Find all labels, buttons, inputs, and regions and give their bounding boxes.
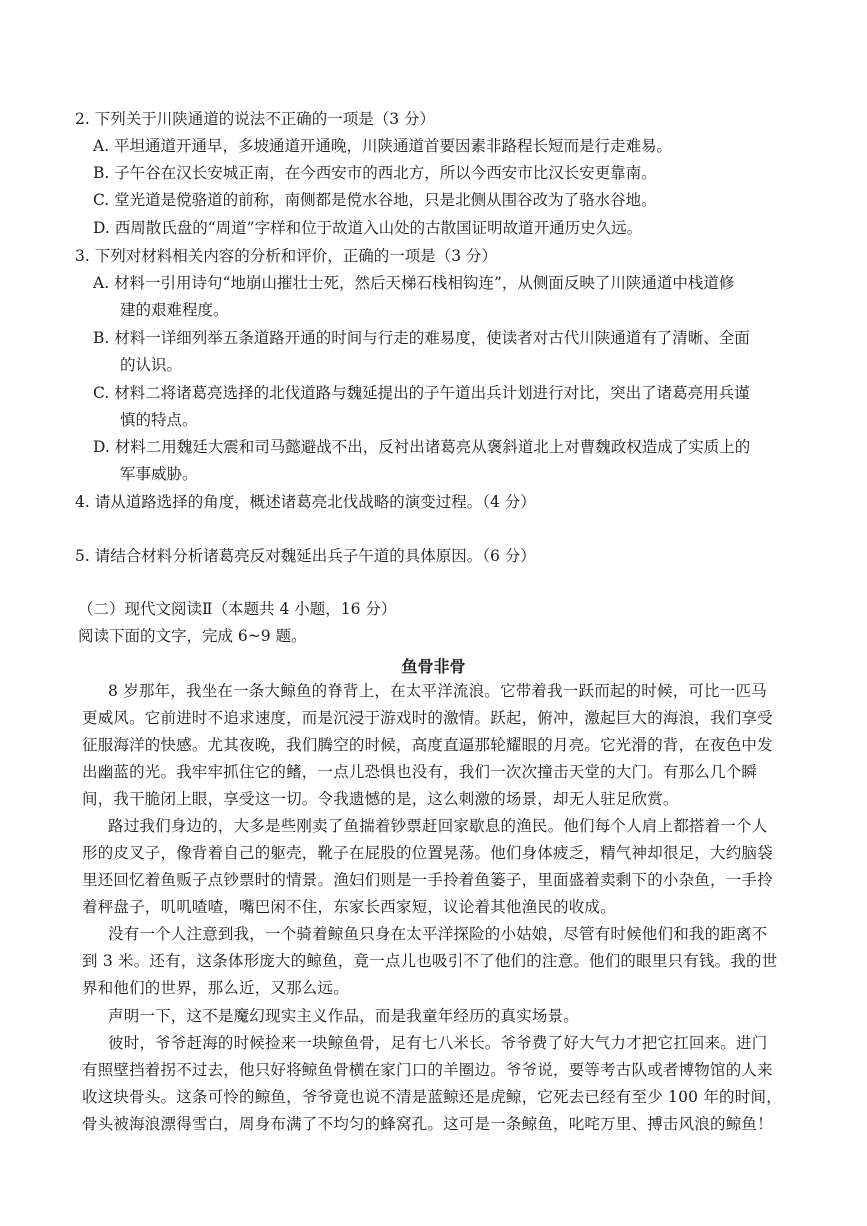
passage-line: 征服海洋的快感。尤其夜晚，我们腾空的时候，高度直逼那轮耀眼的月亮。它光滑的背，在夜色中发	[82, 736, 773, 754]
section-instruction: 阅读下面的文字，完成 6~9 题。	[78, 627, 307, 645]
question-3-option-b-line1: B. 材料一详细列举五条道路开通的时间与行走的难易度，使读者对古代川陕通道有了清晰、全面	[93, 329, 750, 347]
question-3-option-a-line1: A. 材料一引用诗句“地崩山摧壮士死，然后天梯石栈相钩连”，从侧面反映了川陕通道中栈道修	[93, 274, 735, 292]
question-3-option-d-line1: D. 材料二用魏廷大震和司马懿避战不出，反衬出诸葛亮从褒斜道北上对曹魏政权造成了实质上的	[93, 438, 751, 456]
passage-line: 没有一个人注意到我，一个骑着鲸鱼只身在太平洋探险的小姑娘，尽管有时候他们和我的距离不	[108, 925, 768, 943]
question-2-option-a: A. 平坦通道开通早，多坡通道开通晚，川陕通道首要因素非路程长短而是行走难易。	[93, 137, 673, 155]
passage-line: 声明一下，这不是魔幻现实主义作品，而是我童年经历的真实场景。	[108, 1007, 580, 1025]
passage-line: 出幽蓝的光。我牢牢抓住它的鳍，一点儿恐惧也没有，我们一次次撞击天堂的大门。有那么几个瞬	[82, 763, 758, 781]
question-3-option-c-line2: 慎的特点。	[120, 411, 198, 429]
question-2-option-b: B. 子午谷在汉长安城正南，在今西安市的西北方，所以今西安市比汉长安更靠南。	[93, 164, 657, 182]
passage-line: 着秤盘子，叽叽喳喳，嘴巴闲不住，东家长西家短，议论着其他渔民的收成。	[82, 898, 616, 916]
passage-line: 路过我们身边的，大多是些刚卖了鱼揣着钞票赶回家歇息的渔民。他们每个人肩上都搭着一个人	[108, 817, 768, 835]
question-3-option-c-line1: C. 材料二将诸葛亮选择的北伐道路与魏延提出的子午道出兵计划进行对比，突出了诸葛亮用兵谨	[93, 384, 750, 402]
question-3-stem: 3. 下列对材料相关内容的分析和评价，正确的一项是（3 分）	[75, 247, 498, 265]
passage-title: 鱼骨非骨	[401, 657, 466, 676]
passage-line: 间，我干脆闭上眼，享受这一切。令我遗憾的是，这么刺激的场景，却无人驻足欣赏。	[82, 790, 679, 808]
question-3-option-d-line2: 军事威胁。	[120, 465, 198, 483]
question-2-option-c: C. 堂光道是傥骆道的前称，南侧都是傥水谷地，只是北侧从围谷改为了骆水谷地。	[93, 191, 657, 209]
question-2-stem: 2. 下列关于川陕通道的说法不正确的一项是（3 分）	[75, 110, 436, 128]
passage-line: 界和他们的世界，那么近，又那么远。	[82, 979, 349, 997]
question-2-option-d: D. 西周散氏盘的“周道”字样和位于故道入山处的古散国证明故道开通历史久远。	[93, 219, 643, 237]
passage-line: 收这块骨头。这条可怜的鲸鱼，爷爷竟也说不清是蓝鲸还是虎鲸，它死去已经有至少 100 年的时间，	[82, 1088, 782, 1106]
question-4: 4. 请从道路选择的角度，概述诸葛亮北伐战略的演变过程。（4 分）	[75, 493, 536, 511]
question-3-option-b-line2: 的认识。	[120, 356, 183, 374]
passage-line: 里还回忆着鱼贩子点钞票时的情景。渔妇们则是一手拎着鱼篓子，里面盛着卖剩下的小杂鱼，一手拎	[82, 871, 773, 889]
passage-line: 8 岁那年，我坐在一条大鲸鱼的脊背上，在太平洋流浪。它带着我一跃而起的时候，可比一匹马	[108, 682, 767, 700]
passage-line: 到 3 米。还有，这条体形庞大的鲸鱼，竟一点儿也吸引不了他们的注意。他们的眼里只有钱。我的世	[82, 952, 778, 970]
passage-line: 有照壁挡着拐不过去，他只好将鲸鱼骨横在家门口的羊圈边。爷爷说，要等考古队或者博物馆的人来	[82, 1061, 773, 1079]
section-heading: （二）现代文阅读Ⅱ（本题共 4 小题，16 分）	[78, 600, 397, 618]
passage-line: 彼时，爷爷赶海的时候捡来一块鲸鱼骨，足有七八米长。爷爷费了好大气力才把它扛回来。进门	[108, 1034, 768, 1052]
passage-line: 骨头被海浪漂得雪白，周身布满了不均匀的蜂窝孔。这可是一条鲸鱼，叱咤万里、搏击风浪的鲸鱼！	[82, 1115, 773, 1133]
passage-line: 形的皮叉子，像背着自己的躯壳，靴子在屁股的位置晃荡。他们身体疲乏，精气神却很足，大约脑袋	[82, 844, 773, 862]
question-3-option-a-line2: 建的艰难程度。	[120, 301, 229, 319]
passage-line: 更威风。它前进时不追求速度，而是沉浸于游戏时的激情。跃起，俯冲，激起巨大的海浪，我们享受	[82, 709, 773, 727]
question-5: 5. 请结合材料分析诸葛亮反对魏延出兵子午道的具体原因。（6 分）	[75, 547, 536, 565]
